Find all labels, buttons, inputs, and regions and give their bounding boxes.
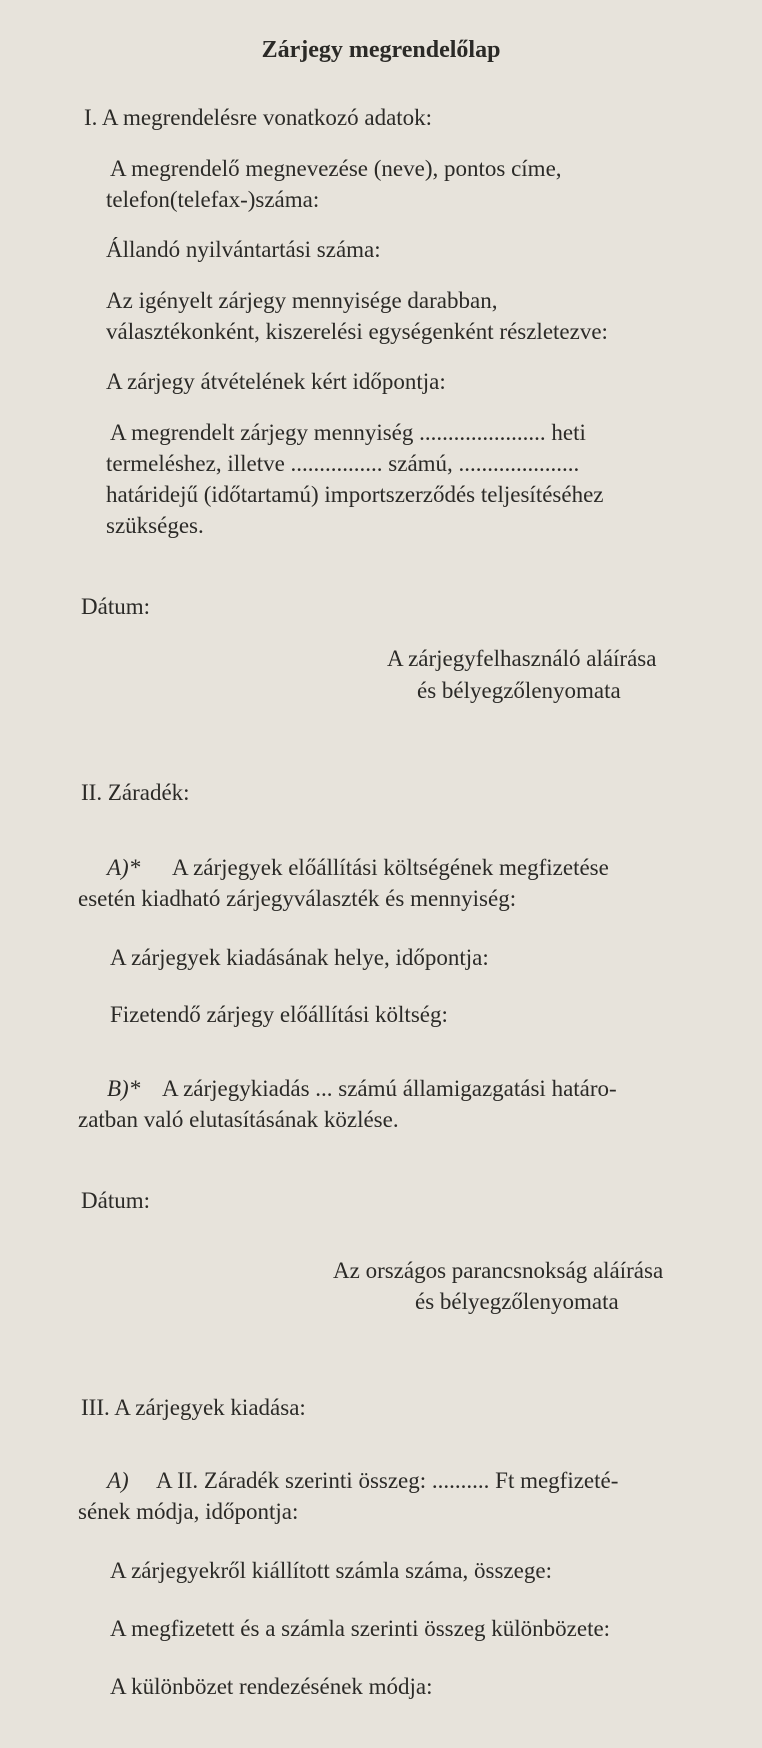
s2-date-label: Dátum: [81, 1188, 150, 1213]
s3-invoice-number: A zárjegyekről kiállított számla száma, összege: [110, 1558, 552, 1583]
s1-line-import-contract: határidejű (időtartamú) importszerződés teljesítéséhez [106, 482, 604, 507]
s1-line-name-address: A megrendelő megnevezése (neve), pontos címe, [110, 156, 562, 181]
section-2-heading: II. Záradék: [81, 780, 190, 805]
s1-stamp-line: és bélyegzőlenyomata [417, 678, 621, 703]
s3-settlement-method: A különbözet rendezésének módja: [110, 1674, 433, 1699]
form-title: Zárjegy megrendelőlap [261, 37, 501, 63]
s1-line-ordered-quantity: A megrendelt zárjegy mennyiség ...................... heti [110, 420, 586, 445]
s3-option-a-line1: A II. Záradék szerinti összeg: .......... Ft megfizeté- [156, 1468, 619, 1493]
s2-option-a-label: A)* [107, 855, 141, 880]
s2-option-b-label: B)* [107, 1076, 141, 1101]
s3-option-a-label: A) [107, 1468, 129, 1493]
s1-line-phone: telefon(telefax-)száma: [106, 187, 320, 212]
s1-line-pickup-time: A zárjegy átvételének kért időpontja: [106, 369, 446, 394]
s1-line-production: termeléshez, illetve ................ számú, ..................... [106, 451, 580, 476]
section-3-heading: III. A zárjegyek kiadása: [81, 1395, 306, 1420]
s1-line-required: szükséges. [106, 513, 204, 538]
s2-signature-line: Az országos parancsnokság aláírása [333, 1258, 664, 1283]
s2-option-a-line2: esetén kiadható zárjegyválaszték és mennyiség: [78, 886, 517, 911]
s3-option-a-line2: sének módja, időpontja: [78, 1499, 299, 1524]
s1-signature-line: A zárjegyfelhasználó aláírása [387, 646, 657, 671]
s1-line-quantity: Az igényelt zárjegy mennyisége darabban, [106, 288, 498, 313]
s2-option-b-line2: zatban való elutasításának közlése. [78, 1107, 399, 1132]
s3-difference-amount: A megfizetett és a számla szerinti összeg különbözete: [110, 1616, 611, 1641]
s2-issue-place-time: A zárjegyek kiadásának helye, időpontja: [110, 945, 489, 970]
s2-option-a-line1: A zárjegyek előállítási költségének megfizetése [172, 855, 609, 880]
section-1-heading: I. A megrendelésre vonatkozó adatok: [84, 105, 433, 130]
s1-line-quantity-detail: választékonként, kiszerelési egységenként részletezve: [106, 319, 608, 344]
s1-date-label: Dátum: [81, 594, 150, 619]
s1-line-registry-number: Állandó nyilvántartási száma: [106, 237, 381, 262]
s2-stamp-line: és bélyegzőlenyomata [415, 1289, 619, 1314]
s2-production-cost: Fizetendő zárjegy előállítási költség: [110, 1002, 448, 1027]
s2-option-b-line1: A zárjegykiadás ... számú államigazgatási határo- [162, 1076, 617, 1101]
